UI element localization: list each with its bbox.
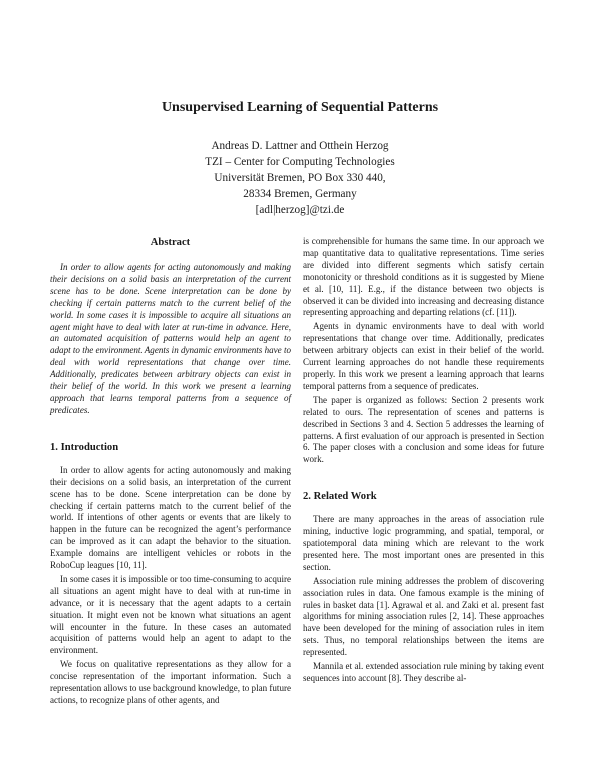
abstract-text: In order to allow agents for acting autonomously and making their decisions on a solid basis an interpretation of the current scene has to be done. Scene interpretation can be done by checking if certain patterns match to the current belief of the world. In some cases it is impossible to acquire all situations an agent might have to deal with later at run-time in advance. Here, an automated acquisition of patterns would help an agent to adapt to the environment. Agents in dynamic environments have to deal with world representations that change over time. Additionally, predicates between arbitrary objects can exist in their belief of the world. In this work we present a learning approach that learns temporal patterns from a sequence of predicates. xyxy=(50,262,291,415)
right-column xyxy=(303,236,544,685)
paragraph: is comprehensible for humans the same time. In our approach we map quantitative data to qualitative representations. Time series are divided into different segments which satisfy certain monotonicity or threshold conditions as it is suggested by Miene et al. [10, 11]. E.g., if the distance between two objects is observed it can be divided into increasing and decreasing distance representing approaching and departing relations (cf. [11]). xyxy=(303,236,544,318)
paragraph: Association rule mining addresses the problem of discovering association rules in data. One famous example is the mining of rules in basket data [1]. Agrawal et al. and Zaki et al. present fast algorithms for mining association rules [2, 14]. These approaches have been developed for the mining of association rules in item sets. Thus, no temporal relationships between the items are represented. xyxy=(303,575,544,658)
section-heading-introduction: 1. Introduction xyxy=(50,441,119,453)
paper-title: Unsupervised Learning of Sequential Patterns xyxy=(161,100,439,115)
author-block xyxy=(0,138,600,218)
paragraph: Agents in dynamic environments have to deal with world representations that change over time. Additionally, predicates between arbitrary objects can exist in their belief of the world. Current learning approaches do not handle these requirements properly. In this work we present a learning approach that learns temporal patterns from a sequence of predicates. xyxy=(303,321,544,391)
paragraph: There are many approaches in the areas of association rule mining, inductive logic programming, and spatial, temporal, or spatiotemporal data mining which are relevant to the work presented here. The most important ones are presented in this section. xyxy=(303,514,544,572)
author-address-line-2: 28334 Bremen, Germany xyxy=(243,188,357,200)
section-heading-related-work: 2. Related Work xyxy=(303,491,377,503)
abstract-heading: Abstract xyxy=(150,237,191,248)
paragraph: The paper is organized as follows: Section 2 presents work related to ours. The representation of scenes and patterns is described in Sections 3 and 4. Section 5 addresses the learning of patterns. A first evaluation of our approach is presented in Section 6. The paper closes with a conclusion and some ideas for future work. xyxy=(303,394,544,465)
author-names: Andreas D. Lattner and Otthein Herzog xyxy=(211,140,389,152)
paragraph: In order to allow agents for acting autonomously and making their decisions on a solid basis, an interpretation of the current scene has to be done. Scene interpretation can be done by checking if certain patterns match to the current belief of the world. If intentions of other agents or events that are likely to happen in the future can be recognized the agent’s performance can be improved as it can adapt the behavior to the situation. Example domains are intelligent vehicles or robots in the RoboCup leagues [10, 11]. xyxy=(50,464,291,571)
author-affiliation: TZI – Center for Computing Technologies xyxy=(205,156,395,168)
author-address-line-1: Universität Bremen, PO Box 330 440, xyxy=(214,172,386,184)
left-column xyxy=(50,236,291,707)
author-email: [adl|herzog]@tzi.de xyxy=(255,204,345,216)
paragraph: We focus on qualitative representations as they allow for a concise representation of the important information. Such a representation allows to use background knowledge, to plan future actions, to recognize plans of other agents, and xyxy=(50,659,291,705)
paragraph: In some cases it is impossible or too time-consuming to acquire all situations an agent might have to deal with at run-time in advance, or it is necessary that the agent adapts to a certain situation. It might even not be known what situations an agent will encounter in the future. In these cases an automated acquisition of patterns would help an agent to adapt to the environment. xyxy=(50,573,291,656)
paragraph: Mannila et al. extended association rule mining by taking event sequences into account [8]. They describe al- xyxy=(303,661,544,683)
